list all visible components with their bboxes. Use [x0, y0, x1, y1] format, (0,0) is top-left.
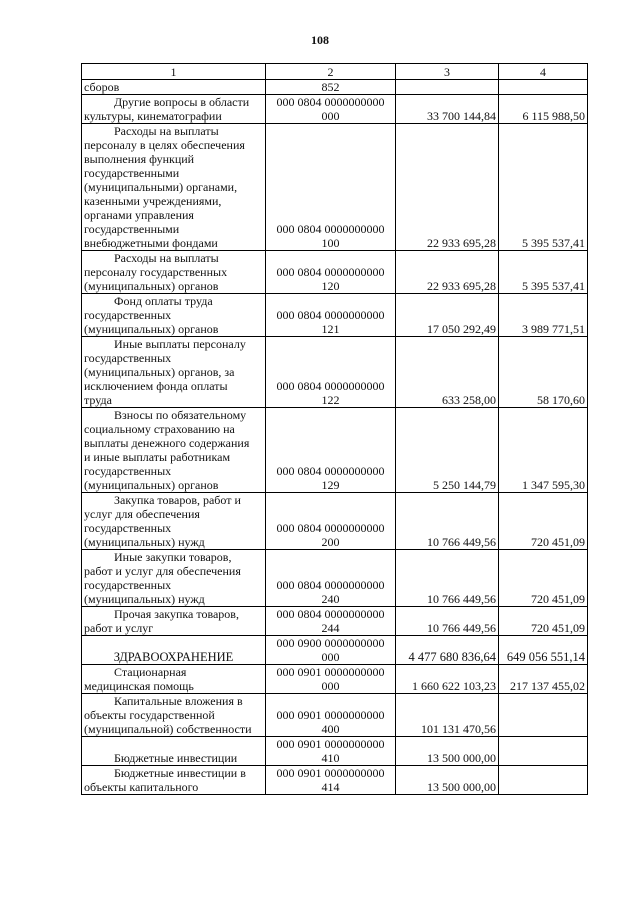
- item-name-line: внебюджетными фондами: [84, 236, 218, 250]
- item-name-line: труда: [84, 393, 112, 407]
- item-name-first-line: Стационарная: [114, 665, 187, 679]
- amount-col4-cell: 720 451,09: [499, 493, 588, 550]
- budget-code-line: 122: [321, 393, 340, 407]
- amount-col4-cell: 649 056 551,14: [499, 636, 588, 665]
- amount-col3-cell: [396, 80, 499, 95]
- item-name-cell: [82, 294, 266, 337]
- page-number: 108: [311, 33, 329, 47]
- budget-code-line: 000 0901 0000000000: [276, 708, 385, 722]
- item-name-cell: [82, 493, 266, 550]
- budget-code-line: 000 0901 0000000000: [276, 665, 385, 679]
- item-name-line: персоналу государственных: [84, 265, 228, 279]
- item-name-first-line: Фонд оплаты труда: [114, 294, 213, 308]
- budget-code-line: 100: [321, 236, 340, 250]
- amount-col3-cell: 13 500 000,00: [396, 766, 499, 795]
- item-name-line: культуры, кинематографии: [84, 109, 222, 123]
- item-name-first-line: Прочая закупка товаров,: [114, 607, 239, 621]
- item-name-line: государственных: [84, 578, 172, 592]
- budget-code-cell: [266, 737, 396, 766]
- item-name-first-line: Расходы на выплаты: [114, 124, 219, 138]
- amount-col4-cell: 5 395 537,41: [499, 124, 588, 251]
- table-row: [82, 636, 588, 665]
- budget-code-line: 000 0804 0000000000: [276, 521, 385, 535]
- item-name-cell: [82, 408, 266, 493]
- budget-code-cell: [266, 550, 396, 607]
- amount-col3-cell: 33 700 144,84: [396, 95, 499, 124]
- budget-code-line: 000: [321, 679, 340, 693]
- table-row: [82, 665, 588, 694]
- budget-code-cell: [266, 337, 396, 408]
- item-name-first-line: Иные закупки товаров,: [114, 550, 232, 564]
- item-name-line: государственных: [84, 521, 172, 535]
- budget-code-line: 000 0900 0000000000: [276, 636, 385, 650]
- item-name-line: государственных: [84, 351, 172, 365]
- item-name-first-line: Расходы на выплаты: [114, 251, 219, 265]
- item-name-first-line: Бюджетные инвестиции в: [114, 766, 246, 780]
- table-row: [82, 607, 588, 636]
- item-name-cell: [82, 80, 266, 95]
- budget-code-line: 000 0804 0000000000: [276, 95, 385, 109]
- item-name-cell: [82, 550, 266, 607]
- budget-code-line: 000 0804 0000000000: [276, 578, 385, 592]
- budget-code-line: 000 0804 0000000000: [276, 308, 385, 322]
- item-name-line: (муниципальными) органами,: [84, 180, 238, 194]
- budget-code-line: 000: [321, 650, 340, 664]
- item-name-line: казенными учреждениями,: [84, 194, 222, 208]
- amount-col3-cell: 22 933 695,28: [396, 251, 499, 294]
- table-row: [82, 80, 588, 95]
- item-name-line: государственных: [84, 308, 172, 322]
- table-row: [82, 124, 588, 251]
- budget-code-line: 000 0901 0000000000: [276, 737, 385, 751]
- column-header: 4: [499, 64, 588, 80]
- budget-table: [81, 63, 588, 795]
- budget-code-line: 414: [321, 780, 340, 794]
- item-name-line: (муниципальных) нужд: [84, 592, 205, 606]
- amount-col4-cell: 1 347 595,30: [499, 408, 588, 493]
- table-header-row: [82, 64, 588, 80]
- item-name-line: государственными: [84, 222, 180, 236]
- budget-code-line: 000 0804 0000000000: [276, 607, 385, 621]
- amount-col3-cell: 13 500 000,00: [396, 737, 499, 766]
- item-name-cell: [82, 636, 266, 665]
- amount-col4-cell: 720 451,09: [499, 607, 588, 636]
- item-name-first-line: ЗДРАВООХРАНЕНИЕ: [113, 650, 234, 664]
- table-row: [82, 694, 588, 737]
- budget-code-cell: [266, 124, 396, 251]
- amount-col4-cell: 720 451,09: [499, 550, 588, 607]
- budget-code-line: 121: [321, 322, 340, 336]
- item-name-line: исключением фонда оплаты: [84, 379, 228, 393]
- item-name-line: (муниципальных) органов, за: [84, 365, 235, 379]
- column-header: 2: [266, 64, 396, 80]
- budget-code-cell: [266, 408, 396, 493]
- item-name-line: сборов: [84, 80, 120, 94]
- amount-col4-cell: 58 170,60: [499, 337, 588, 408]
- table-row: [82, 766, 588, 795]
- item-name-line: (муниципальных) органов: [84, 478, 219, 492]
- budget-code-line: 000 0804 0000000000: [276, 265, 385, 279]
- column-header: 3: [396, 64, 499, 80]
- item-name-line: услуг для обеспечения: [84, 507, 200, 521]
- budget-code-cell: [266, 80, 396, 95]
- amount-col4-cell: [499, 766, 588, 795]
- amount-col4-cell: 217 137 455,02: [499, 665, 588, 694]
- budget-code-line: 120: [321, 279, 340, 293]
- table-row: [82, 408, 588, 493]
- item-name-line: социальному страхованию на: [84, 422, 235, 436]
- amount-col3-cell: 1 660 622 103,23: [396, 665, 499, 694]
- amount-col3-cell: 10 766 449,56: [396, 550, 499, 607]
- item-name-line: государственными: [84, 166, 180, 180]
- budget-code-line: 852: [321, 80, 340, 94]
- budget-code-cell: [266, 95, 396, 124]
- amount-col4-cell: [499, 694, 588, 737]
- budget-code-cell: [266, 636, 396, 665]
- item-name-line: государственных: [84, 464, 172, 478]
- item-name-line: персоналу в целях обеспечения: [84, 138, 245, 152]
- budget-code-line: 410: [321, 751, 340, 765]
- column-header: 1: [82, 64, 266, 80]
- budget-code-line: 244: [321, 621, 340, 635]
- item-name-cell: [82, 337, 266, 408]
- budget-code-line: 000 0804 0000000000: [276, 379, 385, 393]
- item-name-first-line: Взносы по обязательному: [114, 408, 247, 422]
- item-name-cell: [82, 251, 266, 294]
- item-name-first-line: Бюджетные инвестиции: [114, 751, 238, 765]
- amount-col3-cell: 5 250 144,79: [396, 408, 499, 493]
- amount-col4-cell: 6 115 988,50: [499, 95, 588, 124]
- budget-code-line: 000 0901 0000000000: [276, 766, 385, 780]
- item-name-line: объекты капитального: [84, 780, 199, 794]
- budget-code-cell: [266, 607, 396, 636]
- budget-code-line: 129: [321, 478, 340, 492]
- table-row: [82, 294, 588, 337]
- amount-col4-cell: [499, 737, 588, 766]
- budget-code-cell: [266, 694, 396, 737]
- amount-col3-cell: 633 258,00: [396, 337, 499, 408]
- budget-code-cell: [266, 294, 396, 337]
- budget-code-line: 240: [321, 592, 340, 606]
- table-row: [82, 493, 588, 550]
- amount-col4-cell: [499, 80, 588, 95]
- amount-col3-cell: 22 933 695,28: [396, 124, 499, 251]
- item-name-line: органами управления: [84, 208, 194, 222]
- table-row: [82, 550, 588, 607]
- item-name-cell: [82, 665, 266, 694]
- budget-code-line: 400: [321, 722, 340, 736]
- budget-code-cell: [266, 665, 396, 694]
- budget-code-line: 000: [321, 109, 340, 123]
- table-row: [82, 337, 588, 408]
- budget-code-cell: [266, 251, 396, 294]
- amount-col3-cell: 101 131 470,56: [396, 694, 499, 737]
- item-name-line: (муниципальных) органов: [84, 322, 219, 336]
- item-name-line: (муниципальной) собственности: [84, 722, 252, 736]
- amount-col4-cell: 5 395 537,41: [499, 251, 588, 294]
- budget-code-line: 000 0804 0000000000: [276, 464, 385, 478]
- item-name-line: (муниципальных) нужд: [84, 535, 205, 549]
- amount-col3-cell: 4 477 680 836,64: [396, 636, 499, 665]
- budget-code-cell: [266, 493, 396, 550]
- budget-code-line: 200: [321, 535, 340, 549]
- item-name-cell: [82, 737, 266, 766]
- item-name-cell: [82, 95, 266, 124]
- item-name-line: работ и услуг: [84, 621, 154, 635]
- amount-col3-cell: 10 766 449,56: [396, 493, 499, 550]
- item-name-line: выплаты денежного содержания: [84, 436, 250, 450]
- item-name-cell: [82, 607, 266, 636]
- item-name-line: и иные выплаты работникам: [84, 450, 231, 464]
- budget-code-cell: [266, 766, 396, 795]
- table-row: [82, 251, 588, 294]
- amount-col4-cell: 3 989 771,51: [499, 294, 588, 337]
- table-row: [82, 737, 588, 766]
- item-name-line: медицинская помощь: [84, 679, 194, 693]
- table-row: [82, 95, 588, 124]
- item-name-cell: [82, 124, 266, 251]
- budget-code-line: 000 0804 0000000000: [276, 222, 385, 236]
- item-name-line: объекты государственной: [84, 708, 215, 722]
- item-name-line: выполнения функций: [84, 152, 195, 166]
- item-name-cell: [82, 766, 266, 795]
- item-name-first-line: Другие вопросы в области: [114, 95, 250, 109]
- item-name-line: (муниципальных) органов: [84, 279, 219, 293]
- item-name-first-line: Капитальные вложения в: [114, 694, 243, 708]
- item-name-line: работ и услуг для обеспечения: [84, 564, 241, 578]
- item-name-first-line: Закупка товаров, работ и: [114, 493, 241, 507]
- item-name-first-line: Иные выплаты персоналу: [114, 337, 246, 351]
- amount-col3-cell: 10 766 449,56: [396, 607, 499, 636]
- amount-col3-cell: 17 050 292,49: [396, 294, 499, 337]
- item-name-cell: [82, 694, 266, 737]
